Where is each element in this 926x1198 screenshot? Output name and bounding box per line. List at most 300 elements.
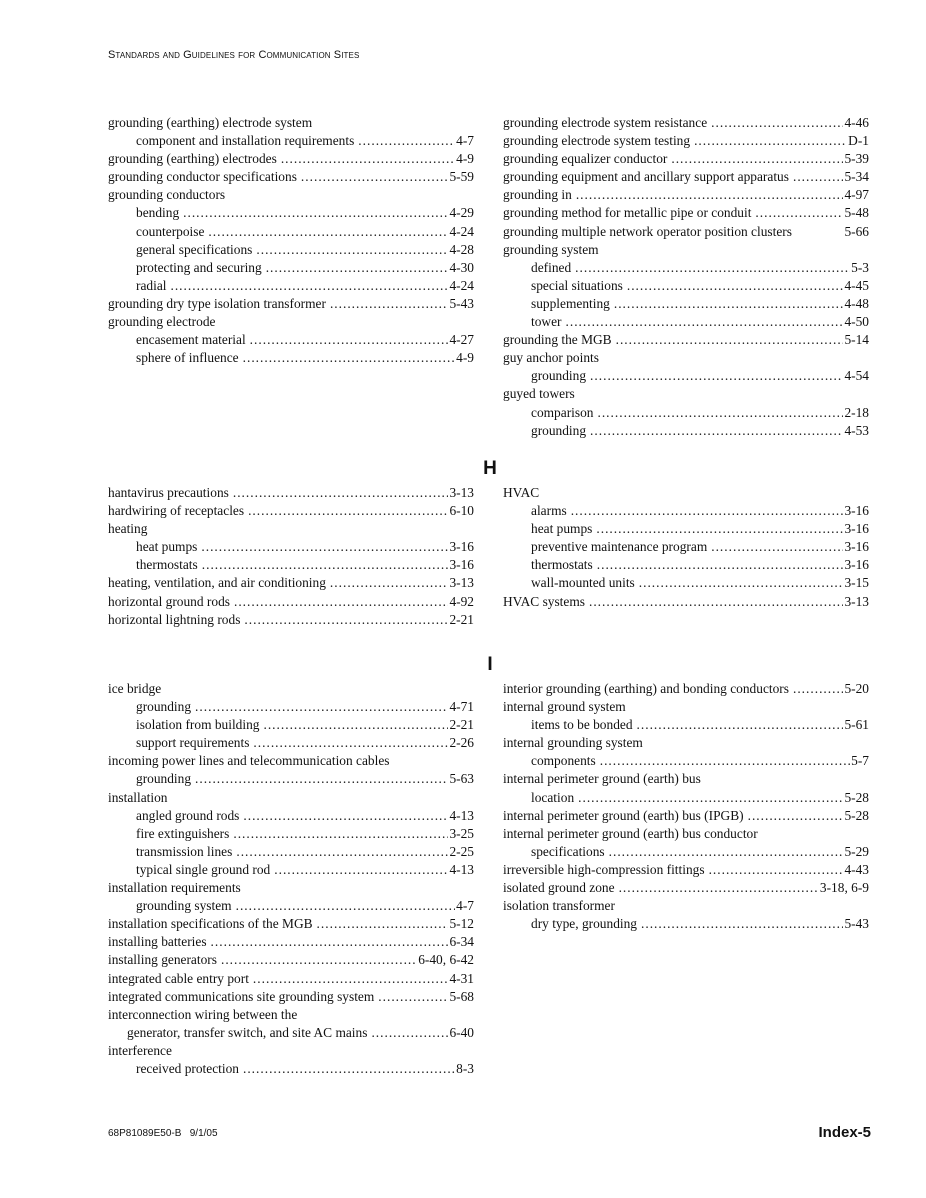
entry-term: installation requirements bbox=[108, 880, 241, 896]
index-entry bbox=[108, 825, 474, 843]
entry-page-ref[interactable]: 4-24 bbox=[449, 223, 474, 239]
dot-leader bbox=[243, 807, 448, 825]
entry-term: grounding equalizer conductor bbox=[503, 151, 668, 167]
dot-leader bbox=[170, 277, 448, 295]
entry-page-ref[interactable]: 4-92 bbox=[449, 593, 474, 609]
dot-leader bbox=[590, 367, 843, 385]
index-entry bbox=[108, 204, 474, 222]
entry-page-ref[interactable]: 4-71 bbox=[449, 699, 474, 715]
entry-term: dry type, grounding bbox=[531, 916, 637, 932]
index-entry bbox=[108, 789, 474, 807]
entry-page-ref[interactable]: 4-31 bbox=[449, 970, 474, 986]
index-entry bbox=[503, 752, 869, 770]
index-entry bbox=[108, 484, 474, 502]
entry-term: protecting and securing bbox=[136, 259, 262, 275]
dot-leader bbox=[243, 349, 456, 367]
index-entry bbox=[108, 698, 474, 716]
entry-page-ref[interactable]: 4-7 bbox=[456, 898, 474, 914]
index-entry bbox=[108, 1042, 474, 1060]
entry-term: grounding (earthing) electrodes bbox=[108, 151, 277, 167]
index-entry bbox=[503, 538, 869, 556]
entry-page-ref[interactable]: 5-68 bbox=[449, 988, 474, 1004]
entry-page-ref[interactable]: 3-16 bbox=[844, 539, 869, 555]
entry-term: guyed towers bbox=[503, 386, 575, 402]
dot-leader bbox=[616, 331, 844, 349]
index-entry bbox=[108, 752, 474, 770]
entry-page-ref[interactable]: 5-20 bbox=[844, 681, 869, 696]
entry-page-ref[interactable]: 3-16 bbox=[449, 557, 474, 573]
entry-term: isolation transformer bbox=[503, 898, 615, 914]
entry-term: thermostats bbox=[136, 557, 198, 573]
index-entry bbox=[108, 861, 474, 879]
index-entry bbox=[503, 574, 869, 592]
index-column-left bbox=[108, 680, 474, 1078]
index-entry bbox=[503, 114, 869, 132]
dot-leader bbox=[253, 734, 448, 752]
entry-page-ref[interactable]: 4-24 bbox=[449, 277, 474, 293]
entry-page-ref[interactable]: 4-97 bbox=[844, 187, 869, 203]
entry-term: grounding system bbox=[503, 241, 599, 257]
entry-page-ref[interactable]: 4-28 bbox=[449, 241, 474, 257]
dot-leader bbox=[793, 680, 843, 698]
entry-term: radial bbox=[136, 277, 167, 293]
entry-term: supplementing bbox=[531, 295, 610, 311]
entry-term: internal perimeter ground (earth) bus conductor bbox=[503, 825, 758, 841]
index-entry bbox=[503, 186, 869, 204]
entry-page-ref[interactable]: D-1 bbox=[848, 133, 869, 149]
entry-term: support requirements bbox=[136, 735, 250, 751]
index-entry bbox=[108, 1006, 474, 1024]
dot-leader bbox=[233, 825, 448, 843]
entry-page-ref[interactable]: 3-16 bbox=[449, 539, 474, 555]
entry-term: interference bbox=[108, 1042, 172, 1058]
entry-term: installing batteries bbox=[108, 934, 207, 950]
dot-leader bbox=[183, 204, 448, 222]
entry-page-ref[interactable]: 4-53 bbox=[844, 422, 869, 438]
entry-page-ref[interactable]: 3-13 bbox=[844, 593, 869, 609]
index-entry bbox=[503, 223, 869, 241]
entry-term: isolated ground zone bbox=[503, 880, 615, 896]
dot-leader bbox=[195, 770, 448, 788]
index-entry bbox=[108, 295, 474, 313]
entry-page-ref[interactable]: 4-50 bbox=[844, 314, 869, 330]
dot-leader bbox=[371, 1024, 448, 1042]
entry-page-ref[interactable]: 3-16 bbox=[844, 521, 869, 537]
entry-term: interior grounding (earthing) and bonding conductors bbox=[503, 681, 789, 696]
index-entry bbox=[503, 132, 869, 150]
index-entry bbox=[503, 150, 869, 168]
index-entry bbox=[108, 556, 474, 574]
entry-page-ref[interactable]: 4-27 bbox=[449, 332, 474, 348]
index-entry bbox=[108, 150, 474, 168]
dot-leader bbox=[614, 295, 844, 313]
dot-leader bbox=[378, 988, 448, 1006]
entry-page-ref[interactable]: 4-48 bbox=[844, 295, 869, 311]
entry-term: sphere of influence bbox=[136, 350, 239, 366]
dot-leader bbox=[694, 132, 847, 150]
entry-term: hardwiring of receptacles bbox=[108, 503, 245, 519]
entry-page-ref[interactable]: 5-7 bbox=[851, 753, 869, 769]
entry-term: generator, transfer switch, and site AC mains bbox=[127, 1024, 368, 1040]
dot-leader bbox=[250, 331, 449, 349]
dot-leader bbox=[208, 223, 448, 241]
entry-term: counterpoise bbox=[136, 223, 205, 239]
entry-page-ref[interactable]: 5-61 bbox=[844, 717, 869, 733]
index-entry bbox=[503, 484, 869, 502]
entry-page-ref[interactable]: 3-18, 6-9 bbox=[819, 880, 869, 896]
entry-page-ref[interactable]: 4-43 bbox=[844, 861, 869, 877]
entry-term: transmission lines bbox=[136, 843, 233, 859]
entry-term: isolation from building bbox=[136, 717, 260, 733]
entry-page-ref[interactable]: 3-16 bbox=[844, 557, 869, 573]
index-entry bbox=[108, 915, 474, 933]
entry-term: alarms bbox=[531, 503, 567, 519]
entry-page-ref[interactable]: 4-7 bbox=[456, 133, 474, 149]
entry-page-ref[interactable]: 4-46 bbox=[844, 115, 869, 130]
section-letter-i: I bbox=[487, 654, 493, 675]
index-entry bbox=[108, 313, 474, 331]
index-entry bbox=[108, 988, 474, 1006]
entry-term: grounding bbox=[136, 699, 192, 715]
index-entry bbox=[108, 716, 474, 734]
entry-page-ref[interactable]: 5-63 bbox=[449, 771, 474, 787]
index-entry bbox=[108, 132, 474, 150]
entry-page-ref[interactable]: 2-25 bbox=[449, 843, 474, 859]
index-entry bbox=[503, 520, 869, 538]
dot-leader bbox=[243, 1060, 455, 1078]
dot-leader bbox=[253, 970, 449, 988]
index-entry bbox=[108, 277, 474, 295]
dot-leader bbox=[755, 204, 843, 222]
entry-term: heat pumps bbox=[136, 539, 198, 555]
entry-page-ref[interactable]: 2-21 bbox=[449, 611, 474, 627]
dot-leader bbox=[711, 538, 843, 556]
index-entry bbox=[108, 186, 474, 204]
dot-leader bbox=[221, 951, 417, 969]
dot-leader bbox=[266, 259, 449, 277]
entry-term: integrated communications site grounding system bbox=[108, 988, 375, 1004]
index-entry bbox=[503, 680, 869, 698]
index-entry bbox=[503, 789, 869, 807]
index-entry bbox=[108, 1060, 474, 1078]
index-entry bbox=[108, 843, 474, 861]
dot-leader bbox=[711, 114, 843, 132]
dot-leader bbox=[566, 313, 844, 331]
entry-term: grounding electrode system testing bbox=[503, 133, 691, 149]
entry-term: horizontal lightning rods bbox=[108, 611, 241, 627]
entry-term: grounding bbox=[531, 422, 587, 438]
entry-page-ref[interactable]: 2-18 bbox=[844, 404, 869, 420]
dot-leader bbox=[233, 484, 449, 502]
dot-leader bbox=[575, 259, 850, 277]
entry-page-ref[interactable]: 4-30 bbox=[449, 259, 474, 275]
entry-term: heat pumps bbox=[531, 521, 593, 537]
index-entry bbox=[108, 574, 474, 592]
dot-leader bbox=[590, 422, 843, 440]
index-entry bbox=[108, 879, 474, 897]
dot-leader bbox=[793, 168, 843, 186]
index-entry bbox=[503, 770, 869, 788]
index-entry bbox=[503, 404, 869, 422]
entry-term: grounding in bbox=[503, 187, 572, 203]
dot-leader bbox=[709, 861, 844, 879]
index-entry bbox=[503, 277, 869, 295]
entry-page-ref[interactable]: 5-14 bbox=[844, 332, 869, 348]
entry-term: grounding method for metallic pipe or conduit bbox=[503, 205, 752, 221]
dot-leader bbox=[281, 150, 455, 168]
dot-leader bbox=[234, 593, 448, 611]
dot-leader bbox=[641, 915, 843, 933]
entry-term: grounding dry type isolation transformer bbox=[108, 295, 326, 311]
index-entry bbox=[503, 422, 869, 440]
entry-term: thermostats bbox=[531, 557, 593, 573]
entry-term: component and installation requirements bbox=[136, 133, 355, 149]
entry-term: tower bbox=[531, 314, 562, 330]
index-entry bbox=[108, 331, 474, 349]
dot-leader bbox=[596, 520, 843, 538]
entry-page-ref[interactable]: 4-29 bbox=[449, 205, 474, 221]
entry-page-ref[interactable]: 5-66 bbox=[844, 223, 869, 239]
section-letter-h: H bbox=[483, 458, 497, 479]
dot-leader bbox=[330, 574, 449, 592]
index-entry bbox=[108, 593, 474, 611]
entry-page-ref[interactable]: 4-13 bbox=[449, 807, 474, 823]
entry-term: preventive maintenance program bbox=[531, 539, 708, 555]
entry-term: interconnection wiring between the bbox=[108, 1006, 298, 1022]
index-column-left bbox=[108, 114, 474, 367]
index-entry bbox=[108, 734, 474, 752]
index-entry bbox=[108, 520, 474, 538]
entry-term: heating bbox=[108, 521, 148, 537]
entry-term: grounding bbox=[531, 368, 587, 384]
entry-page-ref[interactable]: 3-13 bbox=[449, 575, 474, 591]
entry-term: irreversible high-compression fittings bbox=[503, 861, 705, 877]
entry-term: grounding system bbox=[136, 898, 232, 914]
dot-leader bbox=[619, 879, 819, 897]
index-column-right bbox=[503, 484, 869, 611]
dot-leader bbox=[202, 556, 449, 574]
index-entry bbox=[108, 933, 474, 951]
entry-term: installing generators bbox=[108, 952, 217, 968]
index-entry bbox=[503, 385, 869, 403]
dot-leader bbox=[274, 861, 448, 879]
index-column-right bbox=[503, 114, 869, 440]
entry-page-ref[interactable]: 2-26 bbox=[449, 735, 474, 751]
dot-leader bbox=[576, 186, 844, 204]
index-entry bbox=[503, 897, 869, 915]
entry-page-ref[interactable]: 3-15 bbox=[844, 575, 869, 591]
entry-term: location bbox=[531, 789, 575, 805]
entry-term: grounding bbox=[136, 771, 192, 787]
entry-term: grounding (earthing) electrode system bbox=[108, 115, 313, 130]
index-entry bbox=[503, 915, 869, 933]
index-entry bbox=[503, 502, 869, 520]
index-entry bbox=[503, 716, 869, 734]
entry-term: internal perimeter ground (earth) bus (IPGB) bbox=[503, 807, 744, 823]
dot-leader bbox=[597, 404, 843, 422]
index-entry bbox=[108, 680, 474, 698]
index-entry bbox=[503, 313, 869, 331]
dot-leader bbox=[330, 295, 449, 313]
entry-page-ref[interactable]: 6-34 bbox=[449, 934, 474, 950]
dot-leader bbox=[236, 897, 456, 915]
dot-leader bbox=[627, 277, 844, 295]
index-entry bbox=[108, 259, 474, 277]
index-entry bbox=[503, 879, 869, 897]
entry-term: HVAC systems bbox=[503, 593, 585, 609]
index-entry bbox=[503, 861, 869, 879]
dot-leader bbox=[597, 556, 844, 574]
index-column-left bbox=[108, 484, 474, 629]
index-entry bbox=[108, 168, 474, 186]
dot-leader bbox=[211, 933, 449, 951]
index-entry bbox=[108, 611, 474, 629]
entry-term: heating, ventilation, and air conditioning bbox=[108, 575, 326, 591]
index-entry bbox=[503, 331, 869, 349]
entry-page-ref[interactable]: 5-48 bbox=[844, 205, 869, 221]
entry-term: grounding conductor specifications bbox=[108, 169, 297, 185]
index-entry bbox=[503, 807, 869, 825]
entry-page-ref[interactable]: 5-28 bbox=[844, 789, 869, 805]
entry-term: defined bbox=[531, 259, 572, 275]
entry-term: installation specifications of the MGB bbox=[108, 916, 313, 932]
entry-term: incoming power lines and telecommunication cables bbox=[108, 753, 390, 769]
dot-leader bbox=[256, 241, 448, 259]
dot-leader bbox=[637, 716, 844, 734]
entry-page-ref[interactable]: 4-9 bbox=[456, 151, 474, 167]
entry-term: typical single ground rod bbox=[136, 861, 271, 877]
entry-term: ice bridge bbox=[108, 681, 162, 696]
entry-term: wall-mounted units bbox=[531, 575, 635, 591]
index-entry bbox=[108, 1024, 474, 1042]
entry-page-ref[interactable]: 5-3 bbox=[851, 259, 869, 275]
index-entry bbox=[503, 825, 869, 843]
entry-page-ref[interactable]: 3-13 bbox=[449, 485, 474, 500]
entry-page-ref[interactable]: 5-28 bbox=[844, 807, 869, 823]
index-entry bbox=[108, 770, 474, 788]
dot-leader bbox=[748, 807, 844, 825]
document-id: 68P81089E50-B 9/1/05 bbox=[108, 1128, 218, 1139]
dot-leader bbox=[578, 789, 843, 807]
index-entry bbox=[108, 538, 474, 556]
dot-leader bbox=[609, 843, 844, 861]
entry-term: grounding electrode bbox=[108, 314, 216, 330]
entry-term: integrated cable entry port bbox=[108, 970, 249, 986]
index-entry bbox=[503, 843, 869, 861]
index-entry bbox=[503, 593, 869, 611]
dot-leader bbox=[317, 915, 449, 933]
entry-page-ref[interactable]: 3-16 bbox=[844, 503, 869, 519]
entry-term: grounding multiple network operator position clusters bbox=[503, 223, 792, 239]
entry-term: installation bbox=[108, 789, 168, 805]
dot-leader bbox=[201, 538, 448, 556]
index-column-right bbox=[503, 680, 869, 933]
entry-term: encasement material bbox=[136, 332, 246, 348]
entry-term: items to be bonded bbox=[531, 717, 633, 733]
index-entry bbox=[108, 223, 474, 241]
dot-leader bbox=[639, 574, 844, 592]
entry-page-ref[interactable]: 4-13 bbox=[449, 861, 474, 877]
entry-page-ref[interactable]: 5-39 bbox=[844, 151, 869, 167]
index-entry bbox=[503, 204, 869, 222]
entry-page-ref[interactable]: 3-25 bbox=[449, 825, 474, 841]
page-number: Index-5 bbox=[818, 1124, 871, 1141]
index-entry bbox=[503, 259, 869, 277]
entry-term: received protection bbox=[136, 1060, 239, 1076]
entry-page-ref[interactable]: 6-10 bbox=[449, 503, 474, 519]
entry-page-ref[interactable]: 6-40 bbox=[449, 1024, 474, 1040]
entry-page-ref[interactable]: 6-40, 6-42 bbox=[418, 952, 474, 968]
entry-term: components bbox=[531, 753, 596, 769]
entry-page-ref[interactable]: 5-59 bbox=[449, 169, 474, 185]
entry-page-ref[interactable]: 5-29 bbox=[844, 843, 869, 859]
dot-leader bbox=[589, 593, 843, 611]
entry-term: HVAC bbox=[503, 485, 540, 500]
dot-leader bbox=[248, 502, 448, 520]
entry-page-ref[interactable]: 5-43 bbox=[449, 295, 474, 311]
entry-term: guy anchor points bbox=[503, 350, 599, 366]
entry-term: internal grounding system bbox=[503, 735, 643, 751]
entry-page-ref[interactable]: 2-21 bbox=[449, 717, 474, 733]
entry-term: grounding conductors bbox=[108, 187, 226, 203]
dot-leader bbox=[244, 611, 448, 629]
entry-page-ref[interactable]: 8-3 bbox=[456, 1060, 474, 1076]
dot-leader bbox=[301, 168, 449, 186]
entry-page-ref[interactable]: 5-43 bbox=[844, 916, 869, 932]
index-entry bbox=[108, 807, 474, 825]
entry-term: general specifications bbox=[136, 241, 253, 257]
index-entry bbox=[503, 734, 869, 752]
entry-term: bending bbox=[136, 205, 180, 221]
index-entry bbox=[503, 295, 869, 313]
entry-page-ref[interactable]: 5-34 bbox=[844, 169, 869, 185]
index-entry bbox=[503, 168, 869, 186]
dot-leader bbox=[236, 843, 448, 861]
entry-term: grounding the MGB bbox=[503, 332, 612, 348]
index-entry bbox=[108, 114, 474, 132]
entry-term: special situations bbox=[531, 277, 623, 293]
entry-term: horizontal ground rods bbox=[108, 593, 230, 609]
index-entry bbox=[108, 502, 474, 520]
entry-term: fire extinguishers bbox=[136, 825, 230, 841]
entry-term: comparison bbox=[531, 404, 594, 420]
index-entry bbox=[108, 349, 474, 367]
dot-leader bbox=[671, 150, 843, 168]
entry-term: hantavirus precautions bbox=[108, 485, 229, 500]
index-entry bbox=[503, 349, 869, 367]
entry-term: internal ground system bbox=[503, 699, 626, 715]
entry-term: angled ground rods bbox=[136, 807, 240, 823]
entry-term: specifications bbox=[531, 843, 605, 859]
dot-leader bbox=[571, 502, 844, 520]
entry-page-ref[interactable]: 4-54 bbox=[844, 368, 869, 384]
entry-page-ref[interactable]: 4-45 bbox=[844, 277, 869, 293]
index-entry bbox=[503, 367, 869, 385]
dot-leader bbox=[263, 716, 448, 734]
entry-term: internal perimeter ground (earth) bus bbox=[503, 771, 701, 787]
dot-leader bbox=[600, 752, 850, 770]
index-entry bbox=[503, 698, 869, 716]
dot-leader bbox=[358, 132, 455, 150]
entry-page-ref[interactable]: 5-12 bbox=[449, 916, 474, 932]
index-entry bbox=[108, 241, 474, 259]
running-header: Standards and Guidelines for Communication Sites bbox=[108, 49, 360, 61]
index-entry bbox=[503, 556, 869, 574]
dot-leader bbox=[195, 698, 448, 716]
index-entry bbox=[503, 241, 869, 259]
index-entry bbox=[108, 970, 474, 988]
entry-page-ref[interactable]: 4-9 bbox=[456, 350, 474, 366]
